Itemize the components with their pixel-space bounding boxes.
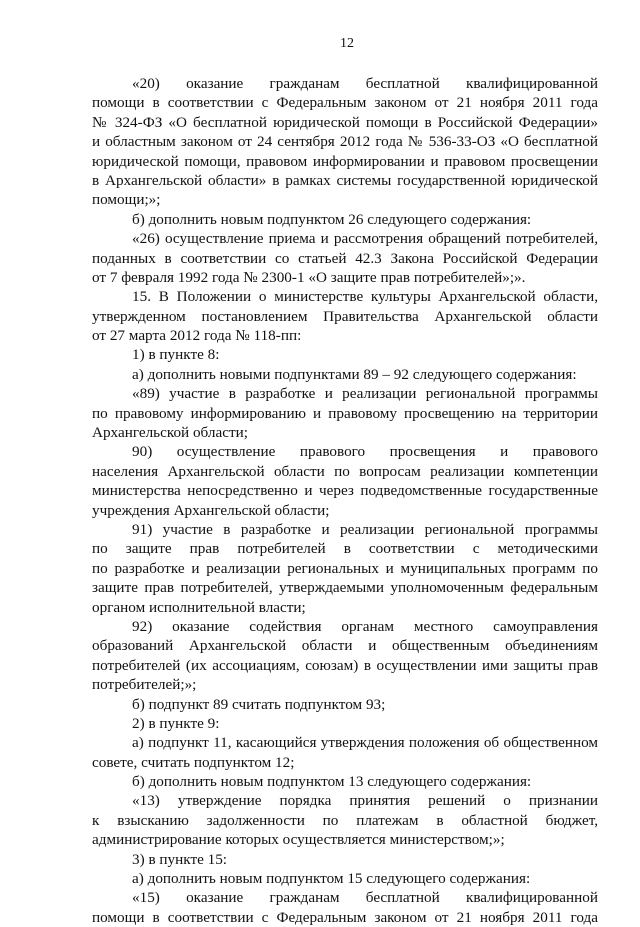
text-line: образований Архангельской области и общественным объединениям: [92, 637, 598, 655]
text-line: № 324-ФЗ «О бесплатной юридической помощи в Российской Федерации»: [92, 113, 598, 131]
text-line: а) подпункт 11, касающийся утверждения положения об общественном: [132, 734, 598, 752]
text-line: 1) в пункте 8:: [132, 346, 220, 364]
text-line: к взысканию задолженности по платежам в областной бюджет,: [92, 811, 598, 829]
text-line: потребителей;»;: [92, 676, 197, 694]
text-line: «20) оказание гражданам бесплатной квалифицированной: [132, 75, 598, 92]
text-line: Архангельской области;: [92, 424, 248, 442]
text-line: 15. В Положении о министерстве культуры Архангельской области,: [132, 288, 598, 306]
page-number: 12: [340, 36, 354, 51]
text-line: утвержденном постановлением Правительства Архангельской области: [92, 307, 598, 325]
text-line: б) дополнить новым подпунктом 26 следующего содержания:: [132, 210, 532, 228]
text-line: учреждения Архангельской области;: [92, 501, 330, 519]
text-line: а) дополнить новыми подпунктами 89 – 92 следующего содержания:: [132, 365, 577, 383]
text-line: по разработке и реализации региональных и муниципальных программ по: [92, 559, 598, 577]
text-line: 91) участие в разработке и реализации региональной программы: [132, 520, 598, 538]
text-line: «26) осуществление приема и рассмотрения обращений потребителей,: [132, 230, 598, 248]
text-line: б) подпункт 89 считать подпунктом 93;: [132, 695, 386, 713]
text-line: 92) оказание содействия органам местного самоуправления: [132, 617, 598, 635]
text-line: и областным законом от 24 сентября 2012 года № 536-33-ОЗ «О бесплатной: [92, 133, 598, 151]
text-line: по правовому информированию и правовому просвещению на территории: [92, 404, 598, 422]
text-line: «89) участие в разработке и реализации региональной программы: [132, 385, 598, 403]
text-line: по защите прав потребителей в соответствии с методическими: [92, 540, 598, 558]
text-line: в Архангельской области» в рамках системы государственной юридической: [92, 171, 598, 189]
text-line: «13) утверждение порядка принятия решений о признании: [132, 792, 598, 810]
text-line: населения Архангельской области по вопросам реализации компетенции: [92, 462, 598, 480]
text-line: защите прав потребителей, утверждаемыми уполномоченным федеральным: [92, 579, 598, 597]
document-body: [92, 74, 598, 927]
text-line: совете, считать подпунктом 12;: [92, 753, 295, 771]
text-line: 90) осуществление правового просвещения и правового: [132, 443, 598, 461]
text-line: министерства непосредственно и через подведомственные государственные: [92, 482, 598, 500]
text-line: помощи в соответствии с Федеральным законом от 21 ноября 2011 года: [92, 94, 598, 112]
text-line: от 7 февраля 1992 года № 2300-1 «О защите прав потребителей»;».: [92, 268, 526, 286]
text-line: а) дополнить новым подпунктом 15 следующего содержания:: [132, 870, 531, 888]
text-line: органом исполнительной власти;: [92, 598, 306, 616]
text-line: «15) оказание гражданам бесплатной квалифицированной: [132, 889, 598, 907]
text-line: поданных в соответствии со статьей 42.3 Закона Российской Федерации: [92, 249, 598, 267]
text-line: помощи в соответствии с Федеральным законом от 21 ноября 2011 года: [92, 908, 598, 926]
text-line: потребителей (их ассоциациям, союзам) в осуществлении ими защиты прав: [92, 656, 598, 674]
text-line: администрирование которых осуществляется министерством;»;: [92, 831, 505, 849]
text-line: от 27 марта 2012 года № 118-пп:: [92, 327, 302, 345]
text-line: юридической помощи, правовом информировании и правовом просвещении: [92, 152, 598, 170]
text-line: 3) в пункте 15:: [132, 850, 228, 868]
text-line: 2) в пункте 9:: [132, 714, 220, 732]
text-line: б) дополнить новым подпунктом 13 следующего содержания:: [132, 773, 532, 791]
text-line: помощи;»;: [92, 191, 161, 209]
